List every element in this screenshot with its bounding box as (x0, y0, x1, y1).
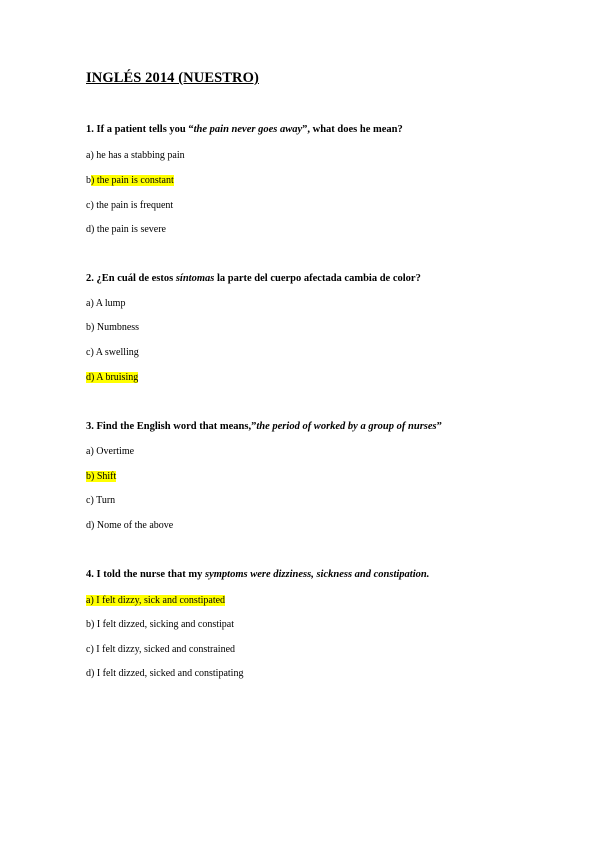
answer-highlight: d) A bruising (86, 372, 139, 383)
question-2-option-a: a) A lump (86, 298, 126, 309)
question-3-quote: the period of worked by a group of nurses (256, 421, 437, 432)
question-4-option-a (86, 595, 225, 606)
question-4-option-b: b) I felt dizzed, sicking and constipat (86, 619, 235, 630)
question-3 (86, 421, 442, 432)
document-title: INGLÉS 2014 (NUESTRO) (86, 70, 259, 86)
question-1-text-end: ”, what does he mean? (302, 124, 403, 135)
question-1-option-b: b) the pain is constant (86, 175, 174, 186)
question-1 (86, 124, 403, 135)
question-3-text: 3. Find the English word that means,” (86, 421, 257, 432)
question-4-option-c: c) I felt dizzy, sicked and constrained (86, 644, 236, 655)
question-2-italic: síntomas (175, 273, 215, 284)
question-2-text-end: la parte del cuerpo afectada cambia de color? (214, 273, 421, 284)
question-3-option-d: d) Nome of the above (86, 520, 174, 531)
question-1-option-d: d) the pain is severe (86, 224, 166, 235)
question-2-text: 2. ¿En cuál de estos (86, 273, 176, 284)
question-4 (86, 569, 429, 580)
question-4-text: 4. I told the nurse that my (86, 569, 206, 580)
question-3-option-c: c) Turn (86, 495, 116, 506)
question-1-option-c: c) the pain is frequent (86, 200, 174, 211)
question-2-option-b: b) Numbness (86, 322, 140, 333)
answer-highlight: a) I felt dizzy, sick and constipated (86, 595, 226, 606)
question-3-option-a: a) Overtime (86, 446, 135, 457)
question-2-option-d (86, 372, 138, 383)
question-3-option-b (86, 471, 116, 482)
question-4-italic: symptoms were dizziness, sickness and constipation. (205, 569, 430, 580)
question-1-quote: the pain never goes away (193, 124, 303, 135)
question-2 (86, 273, 421, 284)
answer-highlight: ) the pain is constant (91, 175, 174, 186)
question-1-option-a: a) he has a stabbing pain (86, 150, 185, 161)
question-3-text-end: ” (436, 421, 442, 432)
question-1-text: 1. If a patient tells you “ (86, 124, 194, 135)
question-2-option-c: c) A swelling (86, 347, 139, 358)
answer-highlight: b) Shift (86, 471, 117, 482)
question-4-option-d: d) I felt dizzed, sicked and constipating (86, 668, 244, 679)
